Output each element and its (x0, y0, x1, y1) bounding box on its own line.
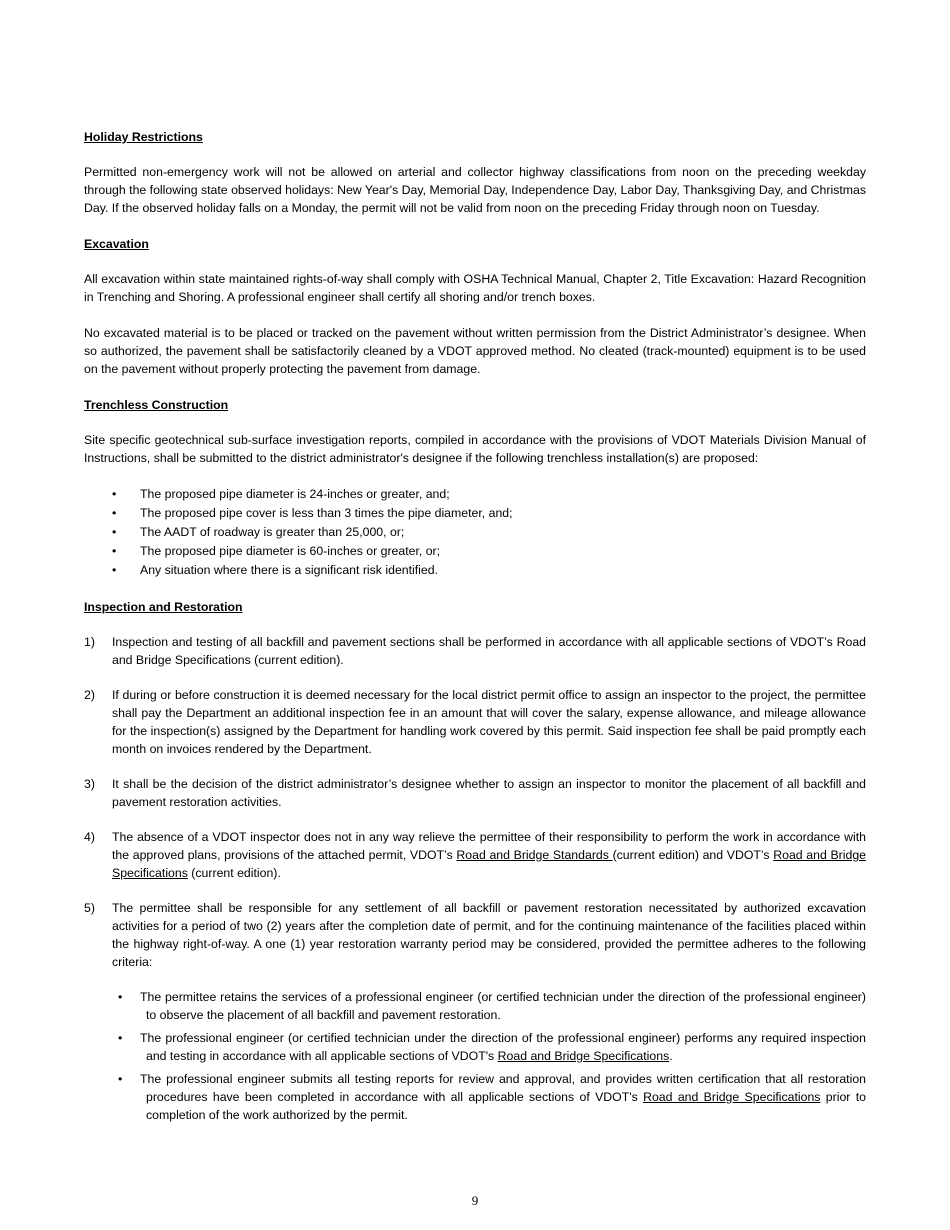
excavation-paragraph-2: No excavated material is to be placed or tracked on the pavement without written permission from the District Administrator’s designee. When so authorized, the pavement shall be satisfactorily cleaned by a VDOT approved method. No cleated (track-mounted) equipment is to be used on the pavement without properly protecting the pavement from damage. (84, 326, 866, 376)
item-text: Inspection and testing of all backfill and pavement sections shall be performed in accordance with all applicable sections of VDOT’s Road and Bridge Specifications (current edition). (112, 635, 866, 667)
item-text: (current edition) and VDOT’s (612, 848, 774, 862)
holiday-restrictions-text: Permitted non-emergency work will not be allowed on arterial and collector highway classifications from noon on the preceding weekday through the following state observed holidays: New Year's Day, Memorial Day, Independence Day, Labor Day, Thanksgiving Day, and Christmas Day. If the observed holiday falls on a Monday, the permit will not be valid from noon on the preceding Friday through noon on Tuesday. (84, 165, 866, 215)
list-item: • The proposed pipe cover is less than 3 times the pipe diameter, and; (84, 504, 866, 523)
excavation-paragraph-1: All excavation within state maintained rights-of-way shall comply with OSHA Technical Manual, Chapter 2, Title Excavation: Hazard Recognition in Trenching and Shoring. A professional engineer shall certify all shoring and/or trench boxes. (84, 272, 866, 304)
document-page (84, 128, 866, 1141)
item-text: If during or before construction it is deemed necessary for the local district permit office to assign an inspector to the project, the permittee shall pay the Department an additional inspection fee in an amount that will cover the salary, expense allowance, and mileage allowance for the inspection(s) assigned by the Department for handling work covered by this permit. Said inspection fee shall be paid promptly each month on invoices rendered by the Department. (112, 688, 866, 756)
list-item: • The proposed pipe diameter is 24-inches or greater, and; (84, 485, 866, 504)
numbered-item-5 (84, 899, 866, 1124)
list-item (112, 1029, 866, 1065)
numbered-item-3 (84, 775, 866, 811)
item-text: The absence of a VDOT inspector does not in any way relieve the permittee of their responsibility to perform the work in accordance with the approved plans, provisions of the attached permit, VDOT’s (112, 830, 866, 862)
item-text: The professional engineer (or certified technician under the direction of the professional engineer) performs any required inspection and testing in accordance with all applicable sections of VDOT's (140, 1031, 866, 1063)
list-item: • Any situation where there is a significant risk identified. (84, 561, 866, 580)
excavation-heading: Excavation (84, 237, 149, 251)
item-number: 1) (84, 635, 95, 649)
item-number: 5) (84, 901, 95, 915)
item-text: The professional engineer submits all testing reports for review and approval, and provides written certification that all restoration procedures have been completed in accordance with all applicable sections of VDOT's (140, 1072, 866, 1104)
inspection-restoration-heading: Inspection and Restoration (84, 600, 243, 614)
trenchless-construction-heading: Trenchless Construction (84, 398, 229, 412)
warranty-criteria-list (112, 988, 866, 1124)
road-bridge-specifications-reference: Road and Bridge Specifications (497, 1049, 670, 1063)
item-number: 2) (84, 688, 95, 702)
numbered-item-2 (84, 686, 866, 758)
item-text: It shall be the decision of the district administrator’s designee whether to assign an inspector to monitor the placement of all backfill and pavement restoration activities. (112, 777, 866, 809)
item-text: prior to completion of the work authorized by the permit. (146, 1090, 866, 1122)
item-number: 4) (84, 830, 95, 844)
numbered-item-1 (84, 633, 866, 669)
road-bridge-specifications-reference: Road and Bridge Specifications (643, 1090, 821, 1104)
list-item: • The proposed pipe diameter is 60-inches or greater, or; (84, 542, 866, 561)
list-item (112, 1070, 866, 1124)
inspection-numbered-list (84, 633, 866, 1124)
item-number: 3) (84, 777, 95, 791)
item-text: The permittee shall be responsible for any settlement of all backfill or pavement restoration necessitated by authorized excavation activities for a period of two (2) years after the completion date of permit, and for the continuing maintenance of the facilities placed within the highway right-of-way. A one (1) year restoration warranty period may be considered, provided the permittee adheres to the following criteria: (112, 901, 866, 969)
item-text: . (669, 1049, 673, 1063)
item-text: The permittee retains the services of a professional engineer (or certified technician under the direction of the professional engineer) to observe the placement of all backfill and pavement restoration. (140, 990, 866, 1022)
list-item: • The AADT of roadway is greater than 25,000, or; (84, 523, 866, 542)
page-number: 9 (471, 1193, 479, 1208)
road-bridge-standards-reference: Road and Bridge Standards (456, 848, 613, 862)
holiday-restrictions-heading: Holiday Restrictions (84, 130, 203, 144)
road-bridge-specifications-reference: Road and Bridge Specifications (112, 848, 867, 880)
numbered-item-4 (84, 828, 866, 882)
trenchless-criteria-list (84, 485, 866, 580)
trenchless-intro: Site specific geotechnical sub-surface investigation reports, compiled in accordance with the provisions of VDOT Materials Division Manual of Instructions, shall be submitted to the district administrator's designee if the following trenchless installation(s) are proposed: (84, 433, 866, 465)
list-item (112, 988, 866, 1024)
item-text: (current edition). (187, 866, 281, 880)
